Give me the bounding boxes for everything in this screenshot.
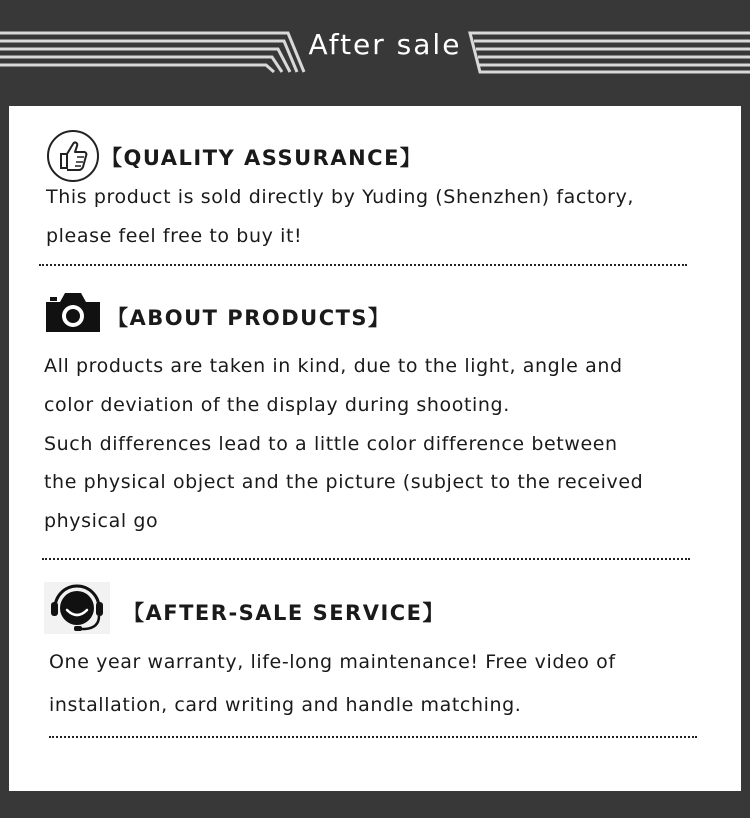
header-banner: [0, 0, 750, 100]
after-sale-panel: [9, 106, 741, 791]
divider-2: [42, 558, 690, 560]
quality-line-1: This product is sold directly by Yuding (Shenzhen) factory,: [46, 186, 635, 208]
thumbs-up-icon: [46, 129, 100, 187]
service-line-2: installation, card writing and handle matching.: [49, 694, 522, 716]
divider-3: [49, 736, 697, 738]
products-line-4: the physical object and the picture (subject to the received: [44, 471, 644, 493]
page-title: After sale: [308, 28, 462, 61]
products-line-1: All products are taken in kind, due to the light, angle and: [44, 355, 623, 377]
quality-line-2: please feel free to buy it!: [46, 225, 303, 247]
products-line-5: physical go: [44, 510, 159, 532]
headset-icon: [44, 582, 110, 638]
camera-icon: [44, 290, 102, 338]
divider-1: [39, 264, 687, 266]
service-line-1: One year warranty, life-long maintenance! Free video of: [49, 651, 616, 673]
after-sale-service-title: 【AFTER-SALE SERVICE】: [123, 601, 446, 625]
products-line-2: color deviation of the display during shooting.: [44, 394, 510, 416]
quality-assurance-title: 【QUALITY ASSURANCE】: [101, 146, 423, 170]
about-products-title: 【ABOUT PRODUCTS】: [107, 306, 391, 330]
products-line-3: Such differences lead to a little color difference between: [44, 433, 618, 455]
